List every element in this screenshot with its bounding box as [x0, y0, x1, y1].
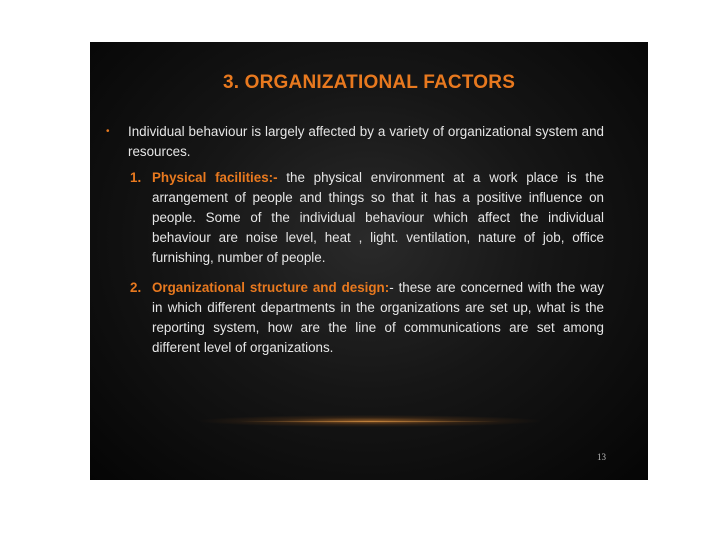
item-body [152, 168, 604, 268]
item-text: - these are concerned with the way in which different departments in the organizations are set up, what is the reporting system, how are the line of communications are set among different level of organizations. [152, 280, 605, 355]
slide [90, 42, 648, 480]
numbered-item-physical-facilities [130, 168, 604, 268]
decorative-glow-line [240, 421, 500, 422]
item-number: 2. [130, 280, 142, 295]
item-number: 1. [130, 170, 142, 185]
numbered-item-organizational-structure [130, 278, 604, 358]
item-body [152, 278, 604, 358]
bullet-marker: • [106, 126, 110, 137]
item-text: the physical environment at a work place is the arrangement of people and things so that it has a positive influence on people. Some of the individual behaviour which affect the individual behaviour are noise level, heat , light. ventilation, nature of job, office furnishing, number of people. [152, 170, 604, 265]
slide-page-number: 13 [597, 452, 606, 462]
item-heading: Organizational structure and design: [152, 280, 390, 295]
bullet-item [104, 122, 604, 162]
bullet-text: Individual behaviour is largely affected by a variety of organizational system and resources. [128, 124, 604, 159]
item-heading: Physical facilities:- [152, 170, 278, 185]
slide-content [104, 122, 604, 358]
slide-title: 3. ORGANIZATIONAL FACTORS [222, 72, 516, 93]
